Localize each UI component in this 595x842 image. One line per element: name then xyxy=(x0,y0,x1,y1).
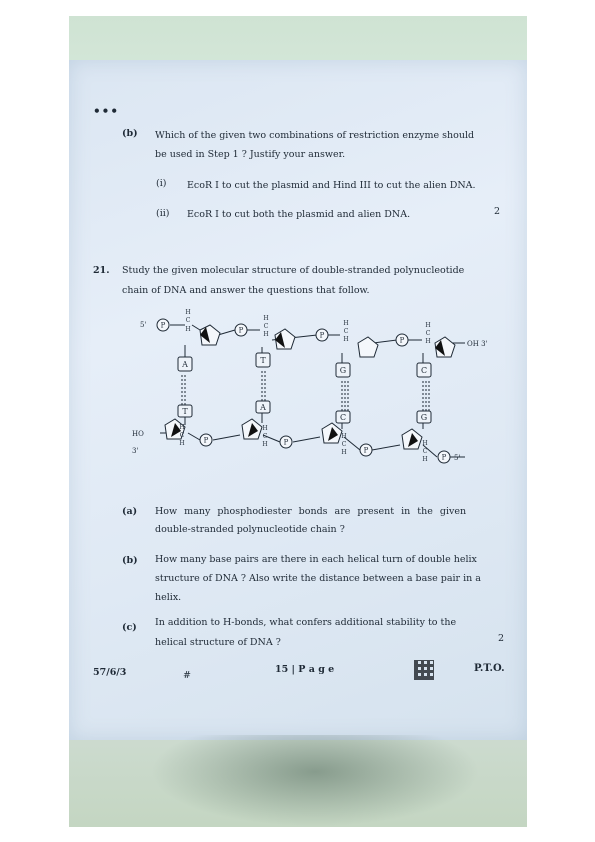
q21-marks: 2 xyxy=(498,633,505,644)
more-icon: ••• xyxy=(93,104,120,118)
phosphate-label: P xyxy=(160,321,166,330)
carbon-label: C xyxy=(262,433,268,440)
q21b-line: structure of DNA ? Also write the distance between a base pair in a xyxy=(155,573,481,584)
hydrogen-label: H xyxy=(422,456,428,463)
base-label: G xyxy=(339,366,347,375)
hydrogen-label: H xyxy=(422,440,428,447)
three-prime-label: 3' xyxy=(132,447,139,455)
carbon-label: C xyxy=(425,330,431,337)
hash-mark: # xyxy=(183,670,191,681)
q21a-line: double-stranded polynucleotide chain ? xyxy=(155,524,345,535)
q21c-line: In addition to H-bonds, what confers additional stability to the xyxy=(155,617,457,628)
hydrogen-label: H xyxy=(262,441,268,448)
carbon-label: C xyxy=(343,328,349,335)
hydrogen-label: H xyxy=(341,433,347,440)
q21c-line: helical structure of DNA ? xyxy=(155,637,281,648)
hydrogen-label: H xyxy=(425,322,431,329)
q21b-line: How many base pairs are there in each helical turn of double helix xyxy=(155,554,477,565)
base-label: T xyxy=(260,356,266,365)
q21a-label: (a) xyxy=(122,506,138,517)
q21b-label: (b) xyxy=(122,555,138,566)
hydrogen-label: H xyxy=(263,315,269,322)
carbon-label: C xyxy=(179,432,185,439)
q21c-label: (c) xyxy=(122,622,137,633)
q20b-option-text: EcoR I to cut both the plasmid and alien DNA. xyxy=(187,209,411,220)
hydrogen-label: H xyxy=(343,336,349,343)
base-label: C xyxy=(339,413,347,422)
hydrogen-label: H xyxy=(262,425,268,432)
q21b-line: helix. xyxy=(155,592,182,603)
hydrogen-label: H xyxy=(263,331,269,338)
q20b-line1: Which of the given two combinations of restriction enzyme should xyxy=(155,130,475,141)
phosphate-label: P xyxy=(238,326,244,335)
base-label: T xyxy=(182,407,188,416)
paper-code: 57/6/3 xyxy=(93,667,127,678)
carbon-label: C xyxy=(341,441,347,448)
q21-line2: chain of DNA and answer the questions that follow. xyxy=(122,285,370,296)
hydrogen-label: H xyxy=(185,326,191,333)
phosphate-label: P xyxy=(203,436,209,445)
q20b-label: (b) xyxy=(122,128,138,139)
dna-structure-diagram xyxy=(130,305,490,470)
five-prime-label: 5' xyxy=(140,321,147,329)
qr-code-icon xyxy=(414,660,434,680)
q21-number: 21. xyxy=(93,265,110,276)
q21-line1: Study the given molecular structure of double-stranded polynucleotide xyxy=(122,265,465,276)
q21a-line: How many phosphodiester bonds are present in the given xyxy=(155,506,467,517)
hydrogen-label: H xyxy=(185,309,191,316)
hydrogen-label: H xyxy=(179,424,185,431)
phosphate-label: P xyxy=(399,336,405,345)
base-label: G xyxy=(420,413,428,422)
q20b-marks: 2 xyxy=(494,206,501,217)
phosphate-label: P xyxy=(441,453,447,462)
hydrogen-label: H xyxy=(425,338,431,345)
hydrogen-label: H xyxy=(341,449,347,456)
phosphate-label: P xyxy=(363,446,369,455)
ho-label: HO xyxy=(132,430,144,438)
three-prime-oh-label: OH 3' xyxy=(467,340,488,348)
q20b-option-text: EcoR I to cut the plasmid and Hind III to cut the alien DNA. xyxy=(187,180,476,191)
phosphate-label: P xyxy=(319,331,325,340)
page-number: 15 | P a g e xyxy=(275,664,335,675)
hydrogen-label: H xyxy=(343,320,349,327)
q20b-line2: be used in Step 1 ? Justify your answer. xyxy=(155,149,346,160)
base-label: C xyxy=(420,366,428,375)
q20b-option-num: (i) xyxy=(156,178,167,189)
base-label: A xyxy=(182,360,188,369)
base-label: A xyxy=(260,403,266,412)
shadow xyxy=(150,735,480,827)
hydrogen-label: H xyxy=(179,440,185,447)
carbon-label: C xyxy=(422,448,428,455)
carbon-label: C xyxy=(185,317,191,324)
five-prime-label: 5' xyxy=(454,454,461,462)
sugar-icon xyxy=(358,337,378,357)
carbon-label: C xyxy=(263,323,269,330)
q20b-option-num: (ii) xyxy=(156,208,170,219)
phosphate-label: P xyxy=(283,438,289,447)
pto-label: P.T.O. xyxy=(474,663,505,674)
